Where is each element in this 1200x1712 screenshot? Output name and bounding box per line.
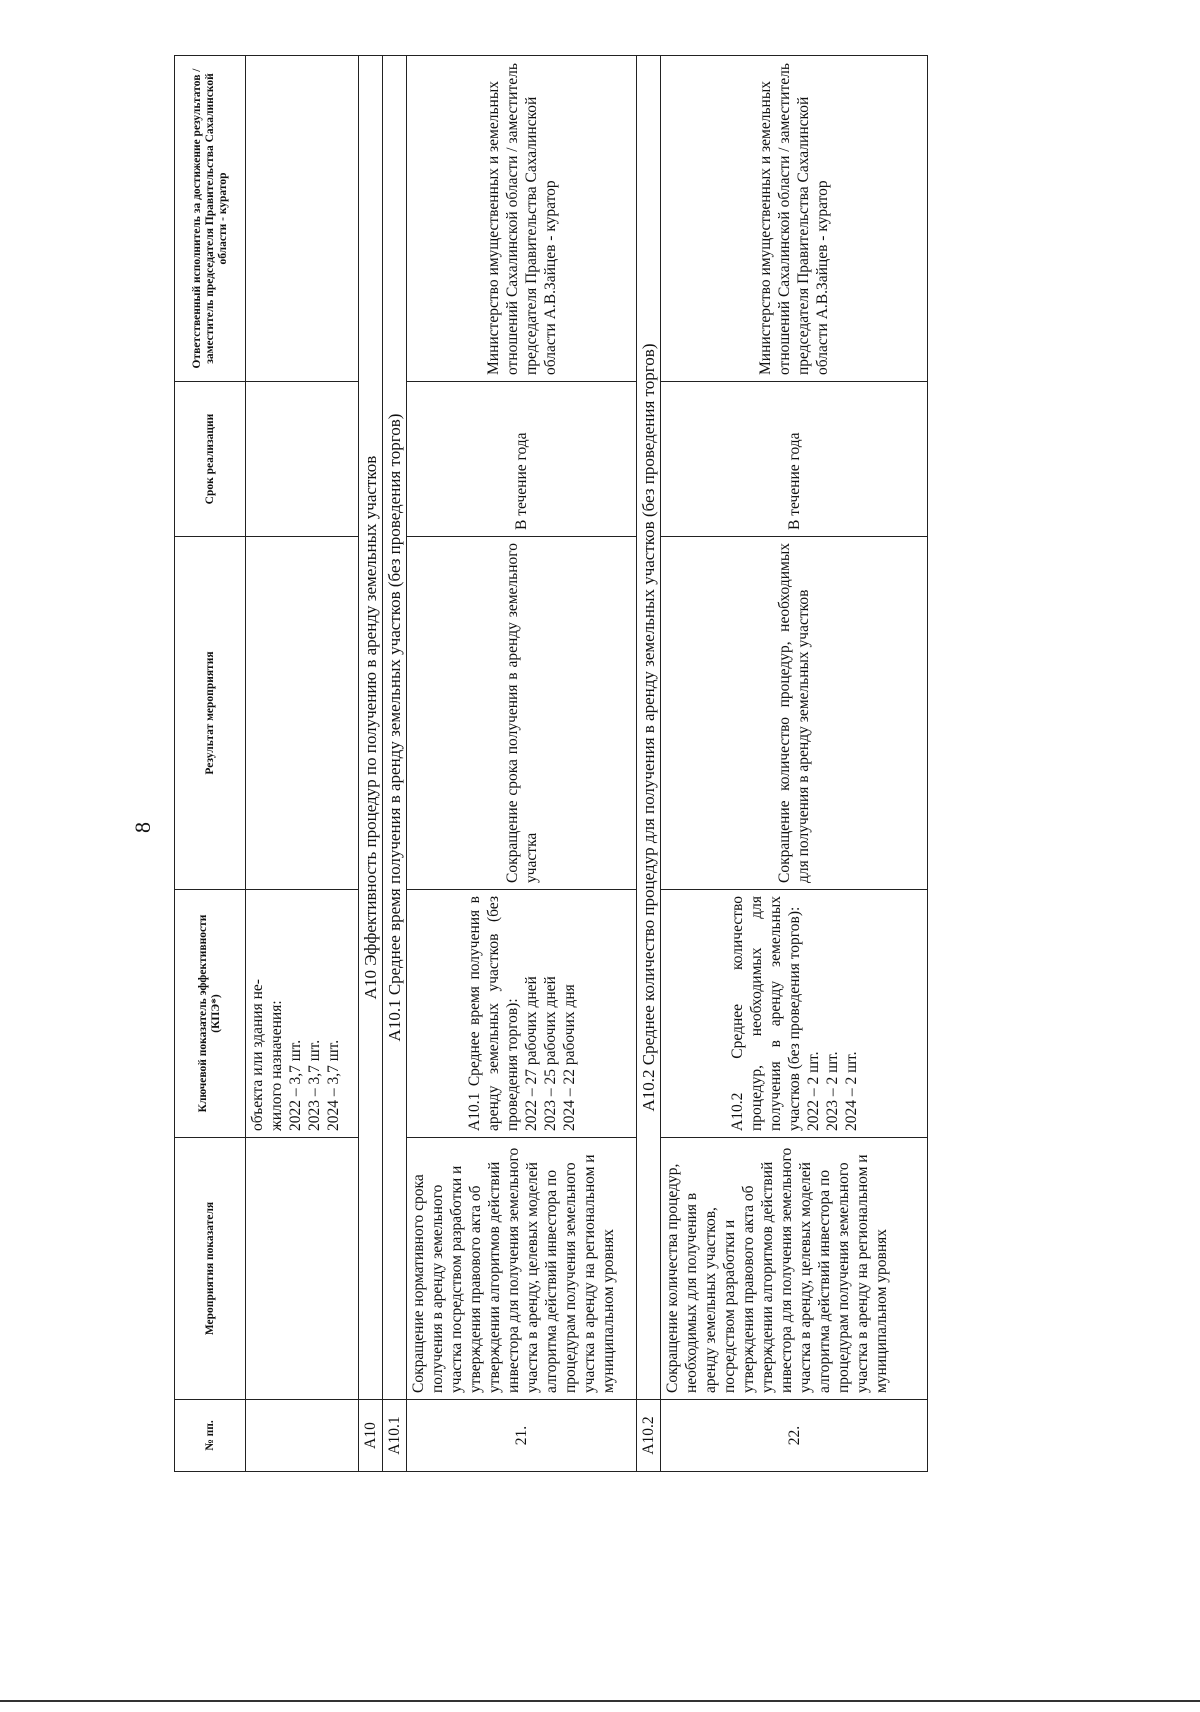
kpi-cell [407, 890, 637, 1138]
section-title-a10-2: А10.2 Среднее количество процедур для получения в аренду земельных участков (без проведения торгов) [637, 56, 661, 1400]
row-num: 21. [407, 1400, 637, 1472]
kpi-line: 2023 – 25 рабочих дней [541, 976, 559, 1131]
table-row-continuation [246, 56, 359, 1472]
section-code-a10: А10 [359, 1400, 383, 1472]
cont-result-cell [246, 537, 359, 890]
kpi-cell [661, 890, 928, 1138]
kpi-line: 2022 – 27 рабочих дней [522, 976, 540, 1131]
cont-term-cell [246, 382, 359, 537]
cont-kpi-cell [246, 890, 359, 1138]
header-responsible: Ответственный исполнитель за достижение результатов / заместитель председателя Правительства Сахалинской области - куратор [175, 56, 246, 382]
page-bottom-edge [0, 1700, 1200, 1702]
cont-kpi-line: объекта или здания не- [249, 979, 266, 1131]
kpi-line: 2024 – 2 шт. [842, 1051, 860, 1131]
section-title-a10-1: А10.1 Среднее время получения в аренду земельных участков (без проведения торгов) [383, 56, 407, 1400]
page-number: 8 [130, 822, 155, 833]
kpi-line: 2024 – 22 рабочих дня [560, 984, 578, 1131]
section-row-a10 [359, 56, 383, 1472]
section-code-a10-2: А10.2 [637, 1400, 661, 1472]
cont-responsible-cell [246, 56, 359, 382]
kpi-line: 2022 – 2 шт. [804, 1051, 822, 1131]
header-measure: Мероприятия показателя [175, 1138, 246, 1400]
row-num: 22. [661, 1400, 928, 1472]
header-term: Срок реализации [175, 382, 246, 537]
result-cell: Сокращение срока получения в аренду земельного участка [407, 537, 637, 890]
responsible-cell: Министерство имущественных и земельных отношений Сахалинской области / заместитель председателя Правительства Сахалинской области А.В.Зайцев - куратор [661, 56, 928, 382]
term-cell: В течение года [661, 382, 928, 537]
table-row-21 [407, 56, 637, 1472]
section-code-a10-1: А10.1 [383, 1400, 407, 1472]
rotated-table-wrapper [174, 55, 928, 1472]
section-row-a10-2 [637, 56, 661, 1472]
cont-kpi-line: жилого назначения: [268, 1000, 285, 1131]
kpi-line: А10.2 Среднее количество процедур, необходимых для получения в аренду земельных участков (без проведения торгов): [728, 896, 803, 1131]
header-result: Результат мероприятия [175, 537, 246, 890]
section-title-a10: А10 Эффективность процедур по получению в аренду земельных участков [359, 56, 383, 1400]
kpi-line: А10.1 Среднее время получения в аренду земельных участков (без проведения торгов): [465, 896, 521, 1131]
measures-table [174, 55, 928, 1472]
cont-measure-cell [246, 1138, 359, 1400]
measure-cell: Сокращение количества процедур, необходимых для получения в аренду земельных участков, посредством разработки и утверждения правового акта об утверждении алгоритмов действий инвестора для получения земельного участка в аренду, целевых моделей алгоритма действий инвестора по процедурам получения земельного участка в аренду на региональном и муниципальном уровнях [661, 1138, 928, 1400]
kpi-line: 2023 – 2 шт. [823, 1051, 841, 1131]
cont-kpi-line: 2024 – 3,7 шт. [325, 1039, 342, 1131]
term-cell: В течение года [407, 382, 637, 537]
cont-kpi-line: 2022 – 3,7 шт. [287, 1039, 304, 1131]
table-header-row [175, 56, 246, 1472]
header-kpi: Ключевой показатель эффективности (КПЭ*) [175, 890, 246, 1138]
section-row-a10-1 [383, 56, 407, 1472]
cont-num-cell [246, 1400, 359, 1472]
header-num: № пп. [175, 1400, 246, 1472]
result-cell: Сокращение количество процедур, необходимых для получения в аренду земельных участков [661, 537, 928, 890]
measure-cell: Сокращение нормативного срока получения в аренду земельного участка посредством разработки и утверждения правового акта об утверждении алгоритмов действий инвестора для получения земельного участка в аренду, целевых моделей алгоритма действий инвестора по процедурам получения земельного участка в аренду на региональном и муниципальном уровнях [407, 1138, 637, 1400]
table-row-22 [661, 56, 928, 1472]
responsible-cell: Министерство имущественных и земельных отношений Сахалинской области / заместитель председателя Правительства Сахалинской области А.В.Зайцев - куратор [407, 56, 637, 382]
cont-kpi-line: 2023 – 3,7 шт. [306, 1039, 323, 1131]
